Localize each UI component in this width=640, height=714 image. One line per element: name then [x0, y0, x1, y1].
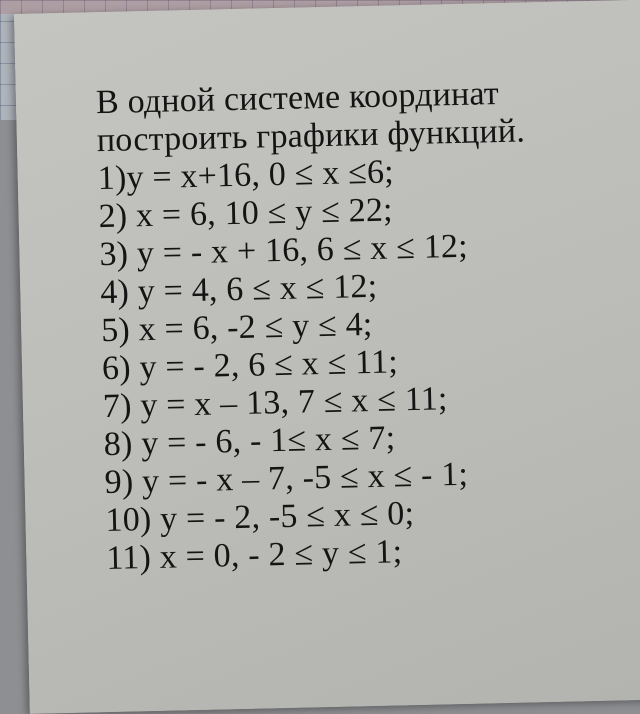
function-item-10: 10) y = - 2, -5 ≤ x ≤ 0; — [105, 495, 415, 540]
title-line-1: В одной системе координат — [95, 75, 500, 122]
title-line-2: построить графики функций. — [96, 112, 526, 160]
function-item-4: 4) y = 4, 6 ≤ x ≤ 12; — [99, 267, 378, 312]
function-item-7: 7) y = x – 13, 7 ≤ x ≤ 11; — [102, 380, 448, 426]
function-item-9: 9) y = - x – 7, -5 ≤ x ≤ - 1; — [104, 455, 469, 502]
function-item-8: 8) y = - 6, - 1≤ x ≤ 7; — [103, 419, 396, 464]
function-item-11: 11) x = 0, - 2 ≤ y ≤ 1; — [105, 533, 403, 578]
paper-sheet — [14, 0, 640, 714]
task-text — [96, 74, 535, 578]
function-item-2: 2) x = 6, 10 ≤ y ≤ 22; — [98, 191, 394, 236]
function-item-5: 5) x = 6, -2 ≤ y ≤ 4; — [100, 305, 373, 350]
function-item-1: 1)y = x+16, 0 ≤ x ≤6; — [97, 153, 395, 198]
function-item-6: 6) y = - 2, 6 ≤ x ≤ 11; — [101, 343, 399, 388]
function-item-3: 3) y = - x + 16, 6 ≤ x ≤ 12; — [99, 227, 469, 274]
